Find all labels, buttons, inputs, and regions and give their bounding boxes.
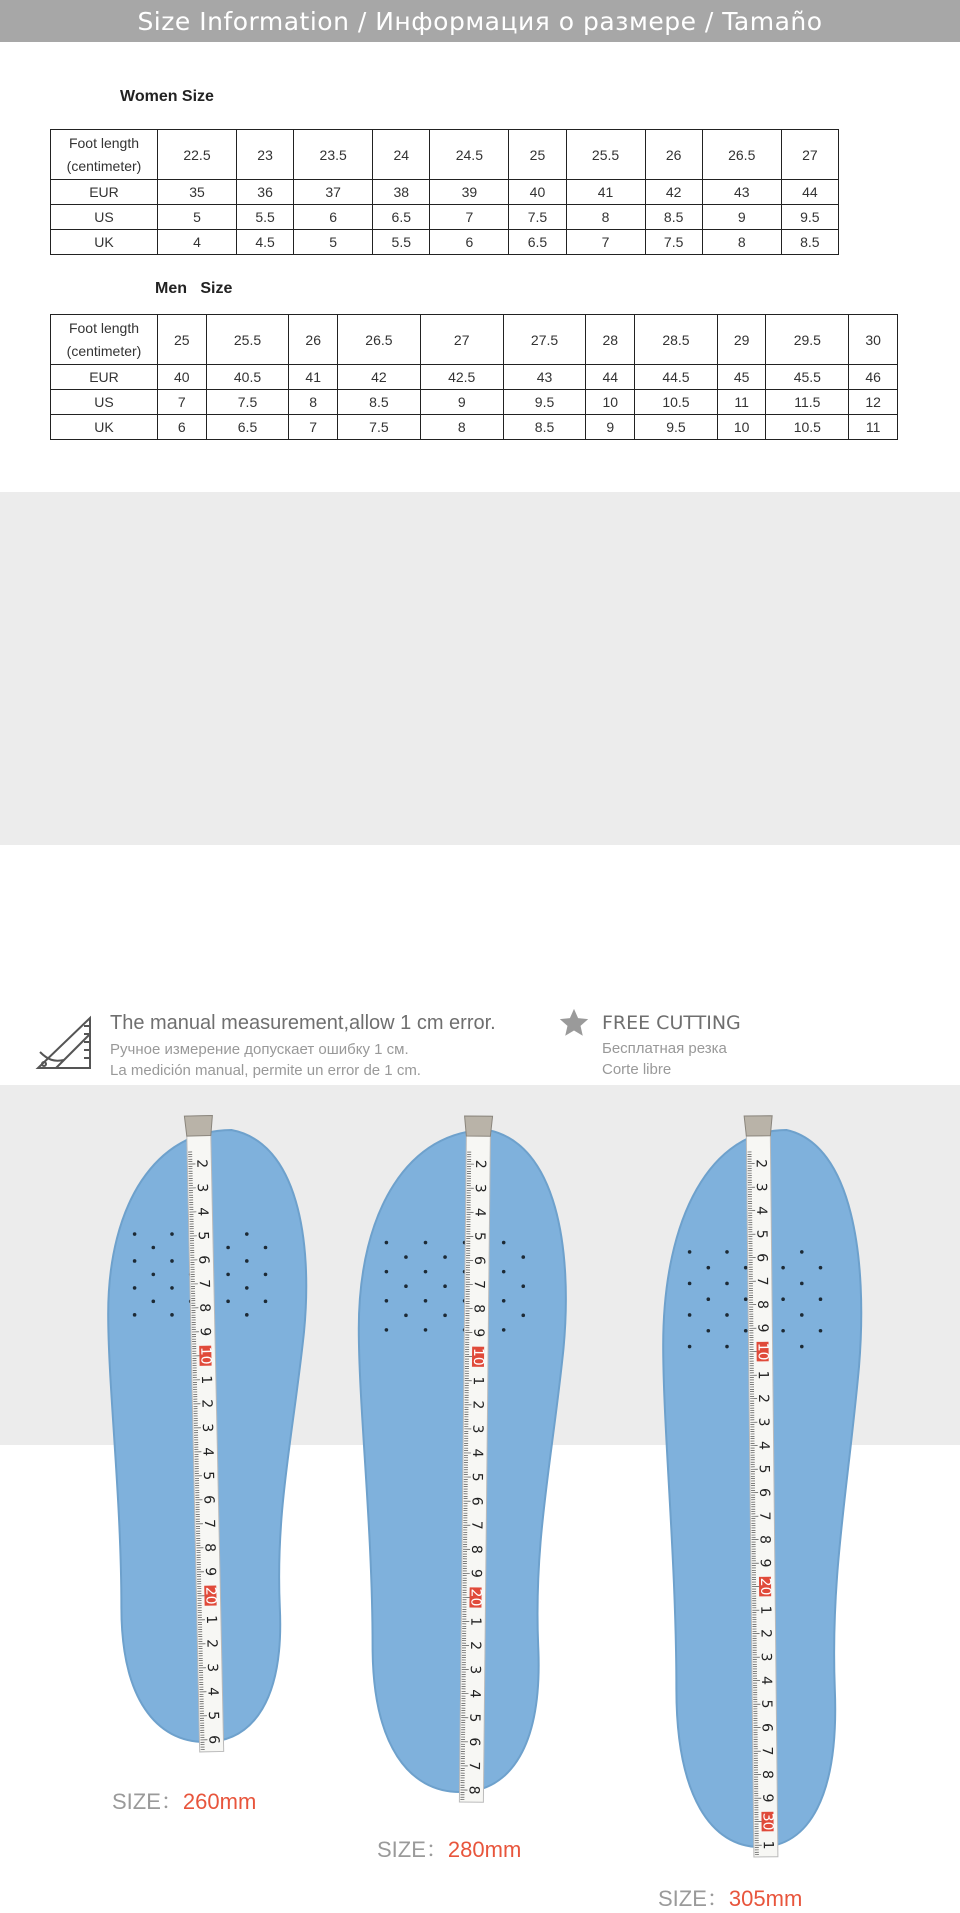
table-cell: 23.5 [294, 130, 373, 180]
tape-number: 1 [760, 1841, 776, 1850]
perforation-hole [264, 1300, 268, 1304]
tape-number: 5 [753, 1230, 769, 1239]
perforation-hole [744, 1297, 748, 1301]
measurement-note [110, 1012, 496, 1081]
table-cell: 37 [294, 180, 373, 205]
tape-number: 8 [759, 1770, 775, 1779]
tape-number: 2 [472, 1160, 488, 1169]
size-row-uk [51, 230, 839, 255]
perforation-hole [521, 1314, 525, 1318]
tape-number: 2 [758, 1629, 774, 1638]
row-header: EUR [51, 365, 158, 390]
table-cell: 5 [294, 230, 373, 255]
tape-number: 9 [470, 1328, 486, 1337]
tape-number: 20 [757, 1578, 773, 1596]
perforation-hole [725, 1345, 729, 1349]
table-cell: 5.5 [373, 230, 430, 255]
tape-number: 3 [755, 1418, 771, 1427]
table-cell: 11.5 [766, 390, 849, 415]
foot-length-row [51, 315, 898, 365]
perforation-hole [385, 1299, 389, 1303]
perforation-hole [781, 1297, 785, 1301]
table-cell: 9.5 [781, 205, 838, 230]
perforation-hole [264, 1246, 268, 1250]
perforation-hole [443, 1314, 447, 1318]
perforation-hole [800, 1282, 804, 1286]
tape-number: 10 [755, 1343, 771, 1361]
table-cell: 8 [566, 205, 645, 230]
perforation-hole [226, 1246, 230, 1250]
perforation-hole [819, 1266, 823, 1270]
free-cutting-ru: Бесплатная резка [602, 1038, 741, 1059]
tape-number: 7 [468, 1521, 484, 1530]
tape-number: 8 [471, 1304, 487, 1313]
table-cell: 35 [158, 180, 237, 205]
tape-number: 8 [754, 1300, 770, 1309]
perforation-hole [226, 1273, 230, 1277]
table-cell: 39 [430, 180, 509, 205]
table-cell: 5.5 [236, 205, 293, 230]
perforation-hole [443, 1255, 447, 1259]
perforation-hole [443, 1284, 447, 1288]
perforation-hole [725, 1282, 729, 1286]
table-cell: 40 [158, 365, 207, 390]
tape-hook [744, 1116, 772, 1136]
tape-number: 9 [757, 1559, 773, 1568]
tape-number: 6 [200, 1495, 216, 1504]
table-cell: 7 [289, 415, 338, 440]
table-cell: 8 [289, 390, 338, 415]
size-row-eur [51, 180, 839, 205]
table-cell: 4.5 [236, 230, 293, 255]
table-cell: 25.5 [566, 130, 645, 180]
table-cell: 9 [586, 415, 635, 440]
tape-number: 7 [754, 1277, 770, 1286]
page-title-banner [0, 0, 960, 42]
table-cell: 22.5 [158, 130, 237, 180]
free-cutting-es: Corte libre [602, 1059, 741, 1080]
perforation-hole [424, 1328, 428, 1332]
perforation-hole [170, 1313, 174, 1317]
size-caption-value: 260mm [183, 1789, 256, 1814]
perforation-hole [688, 1282, 692, 1286]
table-cell: 42 [645, 180, 702, 205]
row-header: US [51, 390, 158, 415]
tape-number: 5 [205, 1711, 221, 1720]
table-cell: 6.5 [206, 415, 289, 440]
perforation-hole [404, 1314, 408, 1318]
table-cell: 7.5 [206, 390, 289, 415]
perforation-hole [152, 1273, 156, 1277]
table-cell: 7.5 [645, 230, 702, 255]
tape-number: 5 [469, 1473, 485, 1482]
perforation-hole [502, 1270, 506, 1274]
size-row-eur [51, 365, 898, 390]
perforation-hole [424, 1241, 428, 1245]
tape-number: 3 [194, 1183, 210, 1192]
tape-number: 10 [470, 1348, 486, 1366]
size-caption-305 [658, 1882, 802, 1913]
perforation-hole [245, 1313, 249, 1317]
table-cell: 24.5 [430, 130, 509, 180]
tape-number: 7 [466, 1761, 482, 1770]
tape-number: 4 [472, 1208, 488, 1217]
table-cell: 8 [420, 415, 503, 440]
tape-number: 6 [759, 1723, 775, 1732]
size-caption-label: SIZE： [112, 1789, 183, 1814]
size-row-uk [51, 415, 898, 440]
row-header: US [51, 205, 158, 230]
foot-length-row [51, 130, 839, 180]
perforation-hole [404, 1255, 408, 1259]
perforation-hole [170, 1259, 174, 1263]
tape-number: 5 [758, 1700, 774, 1709]
tape-number: 20 [202, 1587, 218, 1605]
tape-number: 4 [753, 1206, 769, 1215]
tape-number: 10 [197, 1347, 213, 1365]
table-cell: 27 [781, 130, 838, 180]
perforation-hole [688, 1313, 692, 1317]
perforation-hole [404, 1284, 408, 1288]
table-cell: 27 [420, 315, 503, 365]
perforation-hole [725, 1250, 729, 1254]
perforation-hole [744, 1329, 748, 1333]
tape-number: 3 [469, 1424, 485, 1433]
perforation-hole [385, 1241, 389, 1245]
tape-number: 7 [196, 1279, 212, 1288]
tape-number: 4 [758, 1676, 774, 1685]
table-cell: 7 [158, 390, 207, 415]
table-cell: 5 [158, 205, 237, 230]
tape-number: 9 [754, 1324, 770, 1333]
table-cell: 6 [430, 230, 509, 255]
size-row-us [51, 205, 839, 230]
table-cell: 41 [566, 180, 645, 205]
perforation-hole [800, 1345, 804, 1349]
tape-number: 1 [757, 1606, 773, 1615]
insole-260-photo [95, 1112, 315, 1752]
tape-number: 5 [466, 1713, 482, 1722]
perforation-hole [819, 1297, 823, 1301]
tape-number: 6 [756, 1488, 772, 1497]
table-cell: 8.5 [338, 390, 421, 415]
perforation-hole [385, 1270, 389, 1274]
table-cell: 26.5 [702, 130, 781, 180]
row-header: UK [51, 415, 158, 440]
perforation-hole [502, 1328, 506, 1332]
tape-number: 3 [467, 1665, 483, 1674]
table-cell: 28.5 [635, 315, 718, 365]
page-title: Size Information / Информация о размере / Tamaño [137, 7, 822, 36]
perforation-hole [133, 1232, 137, 1236]
tape-number: 1 [467, 1617, 483, 1626]
tape-number: 7 [201, 1519, 217, 1528]
table-cell: 26.5 [338, 315, 421, 365]
tape-hook [464, 1116, 492, 1136]
table-cell: 40 [509, 180, 566, 205]
table-cell: 7 [430, 205, 509, 230]
ruler-triangle-icon [34, 1012, 100, 1078]
perforation-hole [502, 1299, 506, 1303]
perforation-hole [170, 1232, 174, 1236]
perforation-hole [521, 1255, 525, 1259]
table-cell: 11 [717, 390, 766, 415]
table-cell: 6.5 [373, 205, 430, 230]
table-cell: 43 [503, 365, 586, 390]
table-cell: 9.5 [503, 390, 586, 415]
table-cell: 9.5 [635, 415, 718, 440]
perforation-hole [245, 1286, 249, 1290]
table-cell: 26 [645, 130, 702, 180]
table-cell: 8.5 [781, 230, 838, 255]
tape-number: 5 [471, 1232, 487, 1241]
size-caption-260 [112, 1785, 256, 1816]
tape-number: 8 [201, 1543, 217, 1552]
table-cell: 7.5 [509, 205, 566, 230]
men-size-table [50, 314, 898, 440]
table-cell: 7 [566, 230, 645, 255]
insole-280-photo [345, 1112, 575, 1802]
tape-number: 3 [758, 1653, 774, 1662]
table-cell: 36 [236, 180, 293, 205]
table-cell: 10 [586, 390, 635, 415]
perforation-hole [226, 1300, 230, 1304]
table-cell: 25 [509, 130, 566, 180]
perforation-hole [245, 1232, 249, 1236]
perforation-hole [424, 1270, 428, 1274]
tape-number: 8 [757, 1535, 773, 1544]
perforation-hole [688, 1250, 692, 1254]
perforation-hole [800, 1313, 804, 1317]
tape-number: 2 [755, 1394, 771, 1403]
perforation-hole [502, 1241, 506, 1245]
tape-number: 9 [197, 1327, 213, 1336]
tape-number: 2 [467, 1641, 483, 1650]
tape-number: 3 [753, 1183, 769, 1192]
tape-number: 5 [200, 1471, 216, 1480]
tape-number: 1 [203, 1615, 219, 1624]
tape-number: 2 [469, 1400, 485, 1409]
tape-number: 5 [756, 1465, 772, 1474]
perforation-hole [707, 1297, 711, 1301]
table-cell: 46 [849, 365, 898, 390]
perforation-hole [264, 1273, 268, 1277]
table-cell: 25.5 [206, 315, 289, 365]
tape-number: 7 [471, 1280, 487, 1289]
perforation-hole [133, 1313, 137, 1317]
tape-number: 4 [204, 1687, 220, 1696]
tape-number: 3 [472, 1184, 488, 1193]
tape-number: 20 [467, 1589, 483, 1607]
perforation-hole [424, 1299, 428, 1303]
women-size-table [50, 129, 839, 255]
table-cell: 11 [849, 415, 898, 440]
table-cell: 41 [289, 365, 338, 390]
size-caption-280 [377, 1833, 521, 1864]
size-row-us [51, 390, 898, 415]
row-header: EUR [51, 180, 158, 205]
measurement-note-ru: Ручное измерение допускает ошибку 1 см. [110, 1039, 496, 1060]
table-cell: 10.5 [635, 390, 718, 415]
tape-number: 6 [466, 1737, 482, 1746]
tape-number: 3 [204, 1663, 220, 1672]
table-cell: 45.5 [766, 365, 849, 390]
table-cell: 10.5 [766, 415, 849, 440]
table-cell: 27.5 [503, 315, 586, 365]
size-caption-label: SIZE： [658, 1886, 729, 1911]
tape-number: 2 [203, 1639, 219, 1648]
free-cutting-note [602, 1012, 741, 1080]
star-icon [557, 1006, 591, 1040]
perforation-hole [725, 1313, 729, 1317]
tape-number: 1 [470, 1376, 486, 1385]
size-caption-value: 280mm [448, 1837, 521, 1862]
table-cell: 8 [702, 230, 781, 255]
table-cell: 28 [586, 315, 635, 365]
women-size-label: Women Size [120, 88, 214, 106]
free-cutting-title: FREE CUTTING [602, 1012, 741, 1034]
tape-number: 4 [756, 1441, 772, 1450]
table-cell: 29.5 [766, 315, 849, 365]
foot-length-header [51, 130, 158, 180]
men-size-label: Men Size [155, 280, 232, 298]
perforation-hole [819, 1329, 823, 1333]
table-cell: 29 [717, 315, 766, 365]
table-cell: 42.5 [420, 365, 503, 390]
tape-number: 6 [205, 1735, 221, 1744]
foot-length-label: Foot length [51, 317, 157, 340]
table-cell: 25 [158, 315, 207, 365]
tape-number: 3 [199, 1423, 215, 1432]
perforation-hole [152, 1246, 156, 1250]
tape-number: 9 [468, 1569, 484, 1578]
perforation-hole [133, 1259, 137, 1263]
tape-hook [184, 1116, 212, 1137]
size-caption-value: 305mm [729, 1886, 802, 1911]
foot-length-unit: (centimeter) [51, 155, 157, 178]
table-cell: 12 [849, 390, 898, 415]
perforation-hole [170, 1286, 174, 1290]
row-header: UK [51, 230, 158, 255]
table-cell: 45 [717, 365, 766, 390]
tape-number: 7 [759, 1747, 775, 1756]
tape-number: 4 [199, 1447, 215, 1456]
perforation-hole [133, 1286, 137, 1290]
table-cell: 6 [158, 415, 207, 440]
table-cell: 6.5 [509, 230, 566, 255]
tape-number: 2 [193, 1159, 209, 1168]
table-cell: 4 [158, 230, 237, 255]
insole-305-photo [650, 1112, 870, 1857]
tape-number: 5 [195, 1231, 211, 1240]
perforation-hole [385, 1328, 389, 1332]
tape-number: 4 [466, 1689, 482, 1698]
measurement-note-main: The manual measurement,allow 1 cm error. [110, 1012, 496, 1035]
tape-number: 9 [202, 1567, 218, 1576]
tape-number: 30 [759, 1813, 775, 1831]
table-cell: 43 [702, 180, 781, 205]
table-cell: 26 [289, 315, 338, 365]
table-cell: 10 [717, 415, 766, 440]
perforation-hole [707, 1329, 711, 1333]
table-cell: 9 [420, 390, 503, 415]
tape-number: 2 [753, 1159, 769, 1168]
table-cell: 23 [236, 130, 293, 180]
tape-number: 8 [465, 1786, 481, 1795]
perforation-hole [781, 1329, 785, 1333]
tape-number: 8 [196, 1303, 212, 1312]
tape-number: 4 [469, 1449, 485, 1458]
size-caption-label: SIZE： [377, 1837, 448, 1862]
perforation-hole [744, 1266, 748, 1270]
perforation-hole [152, 1300, 156, 1304]
background-band [0, 492, 960, 845]
table-cell: 9 [702, 205, 781, 230]
tape-number: 6 [754, 1253, 770, 1262]
foot-length-unit: (centimeter) [51, 340, 157, 363]
table-cell: 8.5 [503, 415, 586, 440]
table-cell: 6 [294, 205, 373, 230]
table-cell: 38 [373, 180, 430, 205]
table-cell: 44 [781, 180, 838, 205]
tape-number: 1 [755, 1371, 771, 1380]
perforation-hole [245, 1259, 249, 1263]
table-cell: 7.5 [338, 415, 421, 440]
tape-number: 1 [198, 1375, 214, 1384]
tape-number: 6 [471, 1256, 487, 1265]
measurement-note-es: La medición manual, permite un error de 1 cm. [110, 1060, 496, 1081]
perforation-hole [688, 1345, 692, 1349]
table-cell: 24 [373, 130, 430, 180]
foot-length-header [51, 315, 158, 365]
table-cell: 8.5 [645, 205, 702, 230]
tape-number: 7 [756, 1512, 772, 1521]
perforation-hole [521, 1284, 525, 1288]
table-cell: 42 [338, 365, 421, 390]
tape-number: 4 [194, 1207, 210, 1216]
tape-number: 6 [195, 1255, 211, 1264]
perforation-hole [800, 1250, 804, 1254]
tape-number: 6 [468, 1497, 484, 1506]
tape-number: 9 [759, 1794, 775, 1803]
tape-number: 8 [468, 1545, 484, 1554]
measurement-section [0, 492, 960, 1475]
table-cell: 44.5 [635, 365, 718, 390]
table-cell: 44 [586, 365, 635, 390]
perforation-hole [707, 1266, 711, 1270]
table-cell: 40.5 [206, 365, 289, 390]
tape-number: 2 [198, 1399, 214, 1408]
table-cell: 30 [849, 315, 898, 365]
foot-length-label: Foot length [51, 132, 157, 155]
perforation-hole [781, 1266, 785, 1270]
